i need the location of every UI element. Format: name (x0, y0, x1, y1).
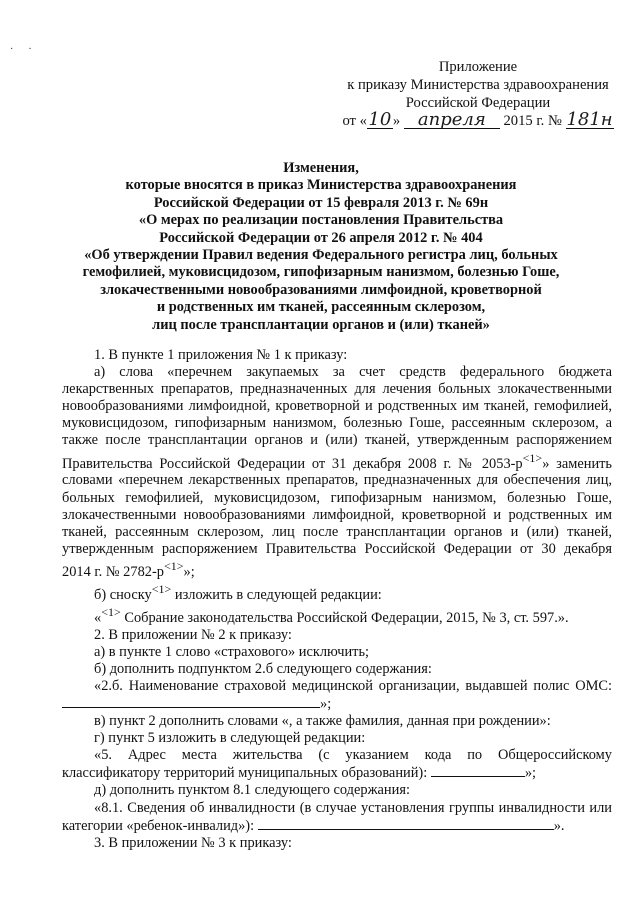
title-line: «Об утверждении Правил ведения Федерального регистра лиц, больных (84, 247, 558, 264)
header-line-order: к приказу Министерства здравоохранения (347, 77, 609, 93)
paragraph-item-1: 1. В пункте 1 приложения № 1 к приказу: (94, 347, 348, 363)
title-line: которые вносятся в приказ Министерства здравоохранения (125, 177, 517, 194)
title-line: гемофилией, муковисцидозом, гипофизарным нанизмом, болезнью Гоше, (82, 264, 560, 281)
footnote-mark: <1> (522, 450, 543, 465)
item-1a-text: а) слова «перечнем закупаемых за счет средств федерального бюджета лекарственных препаратов, предназначенных для лечения больных злокачественными новообразованиями лимфоидной, кроветворной и родственных им тканей, гемофилией, муковисцидозом, гипофизарным нанизмом, болезнью Гоше, рассеянным склерозом, а также после трансплантации органов и (или) тканей, утвержденным распоряжением Правительства Российской Федерации от 31 декабря 2008 г. № 2053-р (62, 364, 612, 472)
document-title (72, 160, 570, 334)
title-line: лиц после трансплантации органов и (или) тканей» (152, 316, 490, 333)
disability-field-end: ». (553, 817, 565, 834)
paragraph-item-1a (62, 364, 612, 581)
paragraph-item-2v: в) пункт 2 дополнить словами «, а также фамилия, данная при рождении»: (94, 713, 551, 730)
footnote-text: Собрание законодательства Российской Федерации, 2015, № 3, ст. 597.». (120, 609, 569, 626)
item-1a-text-end: »; (183, 563, 195, 580)
order-number: 181н (566, 109, 613, 130)
title-line: Российской Федерации от 26 апреля 2012 г. № 404 (159, 229, 483, 246)
item-1a-text-cont: » заменить словами «перечнем лекарственных препаратов, предназначенных для обеспечения лиц, больных гемофилией, муковисцидозом, гипофизарным нанизмом, болезнью Гоше, злокачественными новообразованиями лимфоидной, кроветворной и родственных им тканей, рассеянным склерозом, лиц после трансплантации органов и (или) тканей, утвержденным распоряжением Правительства Российской Федерации от 30 декабря 2014 г. № 2782-р (62, 455, 612, 580)
footnote-mark: <1> (151, 581, 172, 596)
item-1b-text: б) сноску (94, 586, 152, 603)
paragraph-item-2g: г) пункт 5 изложить в следующей редакции: (94, 730, 366, 747)
header-line-appendix: Приложение (438, 59, 518, 75)
paragraph-item-3: 3. В приложении № 3 к приказу: (94, 834, 292, 851)
title-line: Изменения, (283, 160, 359, 176)
title-line: и родственных им тканей, рассеянным склерозом, (156, 299, 486, 316)
document-body (62, 347, 612, 852)
date-year: 2015 г. № (503, 113, 562, 129)
address-field-label: «5. Адрес места жительства (с указанием кода по Общероссийскому классификатору территорий муниципальных образований): (62, 747, 612, 782)
footnote-mark: <1> (163, 558, 184, 573)
date-month: апреля (404, 112, 500, 129)
paragraph-item-2d-text (62, 800, 612, 835)
insurer-field-label: «2.б. Наименование страховой медицинской организации, выдавшей полис ОМС: (94, 677, 612, 694)
paragraph-item-2a: а) в пункте 1 слово «страхового» исключить; (94, 643, 370, 660)
disability-field-label: «8.1. Сведения об инвалидности (в случае установления группы инвалидности или категории «ребенок-инвалид»): (62, 799, 612, 834)
date-day: 10 (368, 109, 392, 130)
footnote-quote-open: « (94, 609, 102, 626)
date-prefix: от « (342, 113, 367, 129)
address-field-end: »; (524, 765, 537, 782)
appendix-header (330, 58, 626, 130)
paragraph-item-2: 2. В приложении № 2 к приказу: (94, 626, 292, 643)
header-date-line (330, 109, 626, 130)
title-line: Российской Федерации от 15 февраля 2013 г. № 69н (153, 194, 489, 211)
title-line: злокачественными новообразованиями лимфоидной, кроветворной (100, 281, 542, 298)
insurer-blank-line (62, 695, 320, 708)
paragraph-item-1b (62, 581, 612, 604)
footnote-mark: <1> (101, 604, 121, 619)
scan-specks: · · (10, 44, 32, 55)
date-mid: » (392, 113, 401, 129)
item-1b-text-cont: изложить в следующей редакции: (171, 586, 382, 603)
header-line-federation: Российской Федерации (405, 95, 551, 111)
paragraph-footnote (62, 604, 612, 627)
paragraph-item-2b: б) дополнить подпунктом 2.б следующего содержания: (94, 660, 432, 677)
insurer-field-end: »; (320, 695, 332, 712)
title-line: «О мерах по реализации постановления Правительства (138, 212, 504, 229)
address-blank-line (431, 764, 525, 777)
paragraph-item-2d: д) дополнить пунктом 8.1 следующего содержания: (94, 782, 410, 799)
paragraph-item-2b-text (62, 678, 612, 713)
disability-blank-line (258, 817, 554, 830)
paragraph-item-2g-text (62, 747, 612, 782)
